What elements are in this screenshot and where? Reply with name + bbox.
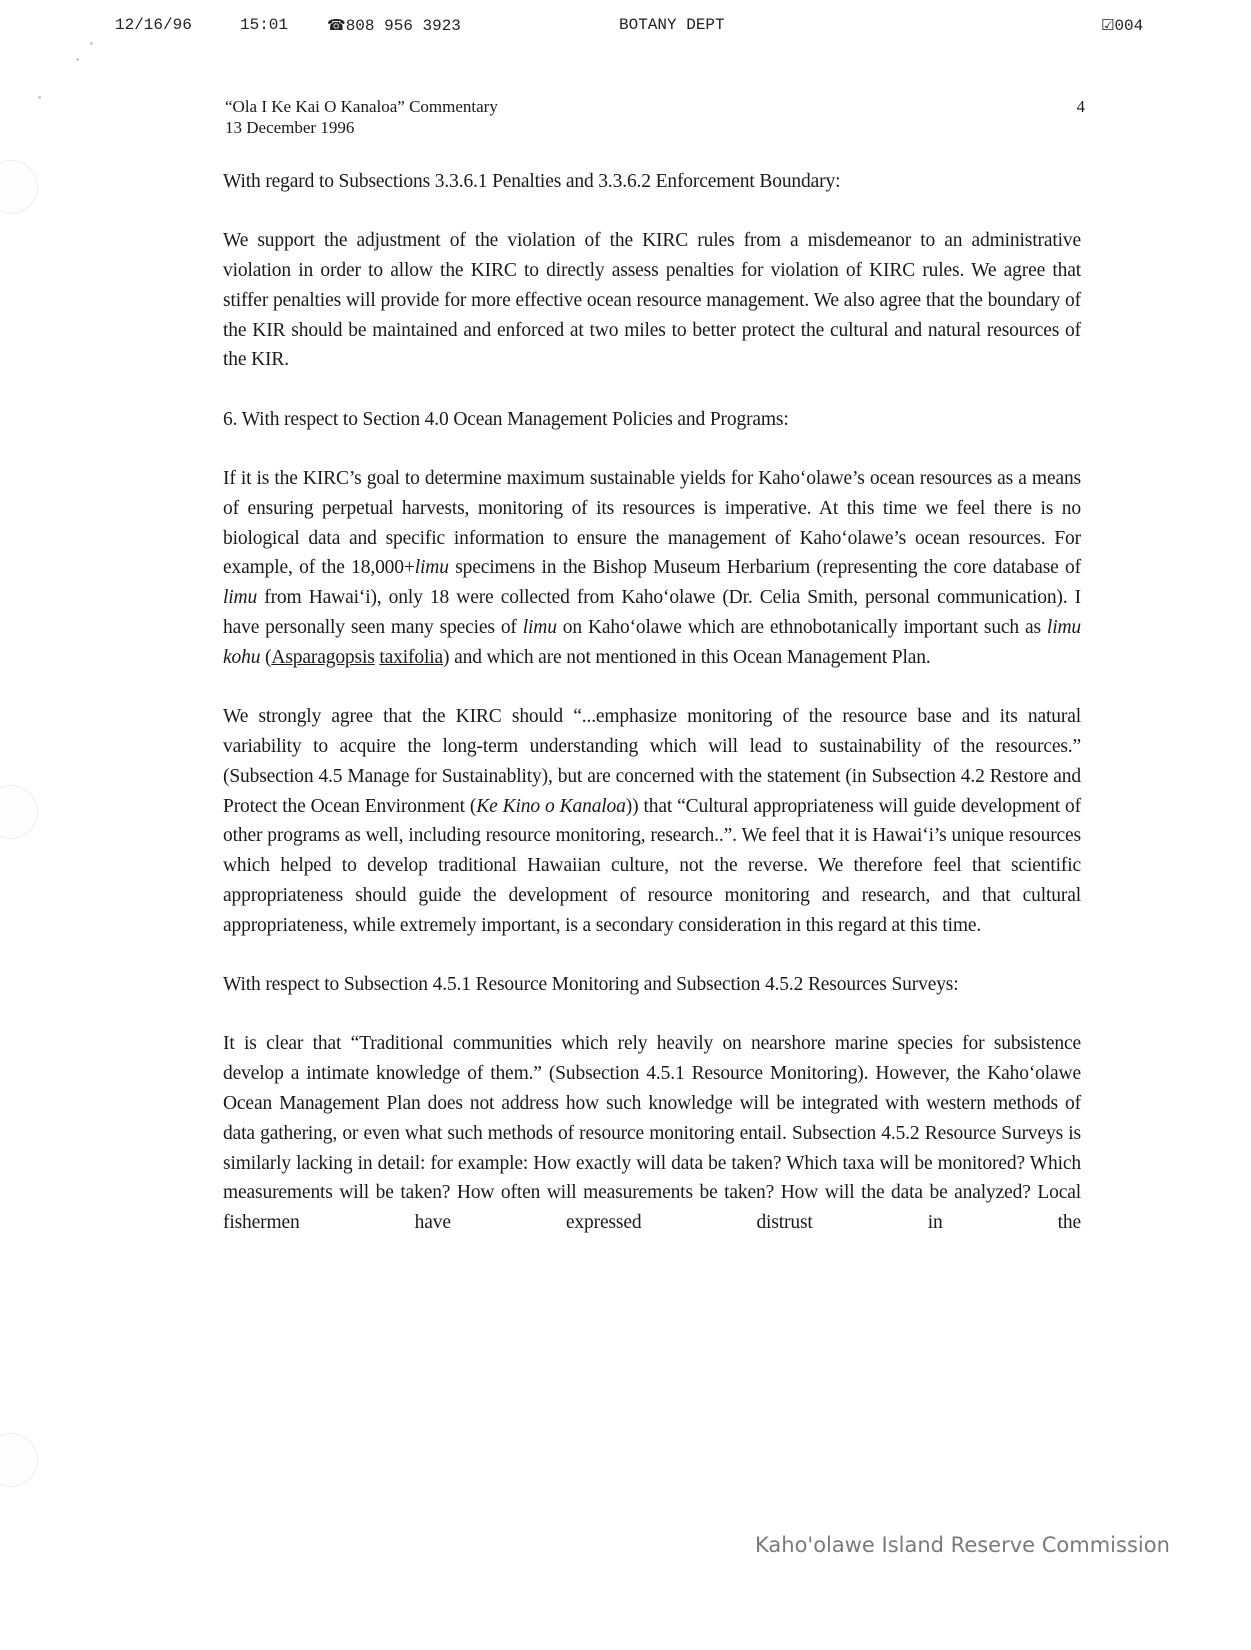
text-run: If it is the KIRC’s goal to determine maximum sustainable yields for Kaho‘olawe’s ocean resources as a means of ensuring perpetual harvests, monitoring of its resources is imperative. At this time we feel there is no biological data and specific information to ensure the management of Kaho‘olawe’s ocean resources. For example, of the 18,000+ bbox=[223, 468, 1081, 579]
fax-time: 15:01 bbox=[240, 16, 289, 34]
text-run: We strongly agree that the KIRC should “...emphasize monitoring of the resource base and its natural variability to acquire the long-term understanding which will lead to sustainability of the resources.” (Subsection 4.5 Manage for Sustainablity), but are concerned with the statement (in Subsection 4.2 Restore and Protect the Ocean Environment ( bbox=[223, 706, 1081, 817]
italic-term: limu bbox=[223, 587, 258, 609]
document-title: “Ola I Ke Kai O Kanaloa” Commentary bbox=[225, 97, 498, 116]
section-heading-resource-monitoring: With respect to Subsection 4.5.1 Resource Monitoring and Subsection 4.5.2 Resources Surveys: bbox=[223, 974, 959, 996]
scan-speck bbox=[76, 58, 79, 61]
fax-phone bbox=[327, 16, 461, 35]
text-run: specimens in the Bishop Museum Herbarium (representing the core database of bbox=[448, 557, 1081, 579]
underlined-species: taxifolia bbox=[379, 646, 444, 668]
document-body bbox=[223, 167, 1081, 1267]
paragraph-penalties: We support the adjustment of the violation of the KIRC rules from a misdemeanor to an administrative violation in order to allow the KIRC to directly assess penalties for violation of KIRC rules. We agree that stiffer penalties will provide for more effective ocean resource management. We also agree that the boundary of the KIR should be maintained and enforced at two miles to better protect the cultural and natural resources of the KIR. bbox=[223, 230, 1081, 371]
underlined-genus: Asparagopsis bbox=[271, 646, 375, 668]
fax-page-icon: ☑ bbox=[1101, 16, 1115, 34]
section-heading-ocean-management: 6. With respect to Section 4.0 Ocean Management Policies and Programs: bbox=[223, 408, 789, 430]
paragraph-monitoring bbox=[223, 702, 1081, 940]
italic-term: limu kohu bbox=[223, 617, 1081, 668]
fax-date: 12/16/96 bbox=[115, 16, 192, 34]
paragraph-sustainable-yields bbox=[223, 464, 1081, 673]
fax-department: BOTANY DEPT bbox=[619, 16, 725, 34]
fax-page bbox=[1101, 16, 1143, 35]
text-run: )) that “Cultural appropriateness will guide development of other programs as well, including resource monitoring, research..”. We feel that it is Hawai‘i’s unique resources which helped to develop traditional Hawaiian culture, not the reverse. We therefore feel that scientific appropriateness should guide the development of resource monitoring and research, and that cultural appropriateness, while extremely important, is a secondary consideration in this regard at this time. bbox=[223, 795, 1081, 936]
fax-header bbox=[0, 16, 1251, 40]
text-run: ) and which are not mentioned in this Ocean Management Plan. bbox=[443, 646, 931, 668]
archive-watermark: Kaho'olawe Island Reserve Commission bbox=[755, 1533, 1170, 1557]
page-number: 4 bbox=[1076, 97, 1085, 116]
punch-hole bbox=[0, 785, 38, 839]
punch-hole bbox=[0, 160, 38, 214]
fax-phone-number: 808 956 3923 bbox=[345, 17, 461, 35]
text-run: ( bbox=[260, 646, 272, 668]
punch-hole bbox=[0, 1433, 38, 1487]
document-date: 13 December 1996 bbox=[225, 118, 355, 137]
scan-speck bbox=[38, 96, 41, 99]
text-run: from Hawai‘i), only 18 were collected from Kaho‘olawe (Dr. Celia Smith, personal communication). I have personally seen many species of bbox=[223, 587, 1081, 639]
fax-page-number: 004 bbox=[1114, 17, 1144, 35]
document-header bbox=[225, 96, 1085, 138]
scan-speck bbox=[90, 42, 93, 45]
italic-term: limu bbox=[522, 617, 557, 639]
italic-term: Ke Kino o Kanaloa bbox=[476, 795, 626, 817]
italic-term: limu bbox=[414, 557, 449, 579]
text-run: on Kaho‘olawe which are ethnobotanically important such as bbox=[556, 617, 1047, 639]
section-heading-penalties: With regard to Subsections 3.3.6.1 Penalties and 3.3.6.2 Enforcement Boundary: bbox=[223, 171, 841, 192]
telephone-icon: ☎ bbox=[327, 16, 346, 34]
paragraph-traditional-communities: It is clear that “Traditional communities which rely heavily on nearshore marine species for subsistence develop a intimate knowledge of them.” (Subsection 4.5.1 Resource Monitoring). However, the Kaho‘olawe Ocean Management Plan does not address how such knowledge will be integrated with western methods of data gathering, or even what such methods of resource monitoring entail. Subsection 4.5.2 Resource Surveys is similarly lacking in detail: for example: How exactly will data be taken? Which taxa will be monitored? Which measurements will be taken? How often will measurements be taken? How will the data be analyzed? Local fishermen have expressed distrust in the bbox=[223, 1033, 1081, 1234]
